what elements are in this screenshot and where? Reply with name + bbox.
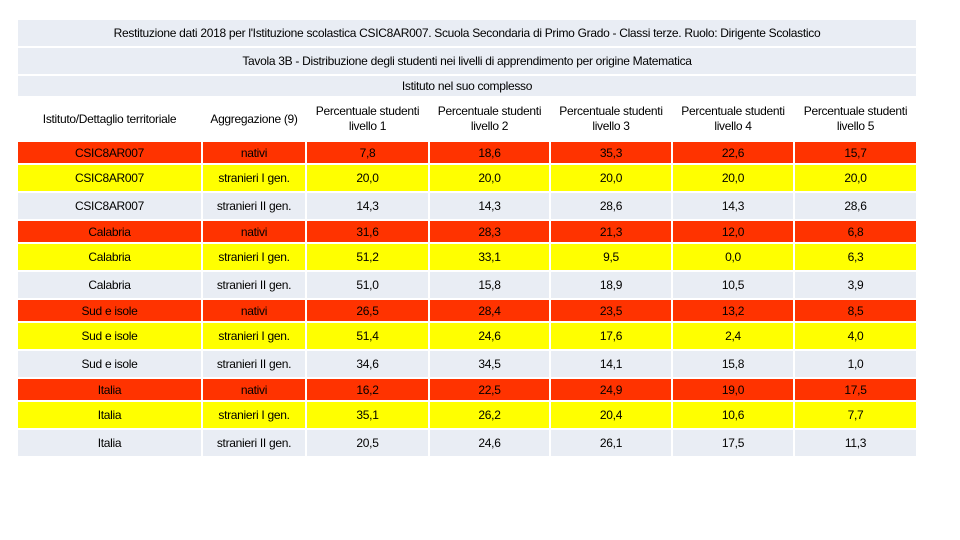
table-cell: 6,8 [795, 221, 916, 242]
table-cell: Italia [18, 379, 201, 400]
table-cell: CSIC8AR007 [18, 142, 201, 163]
table-cell: CSIC8AR007 [18, 193, 201, 219]
table-cell: 34,5 [430, 351, 549, 377]
table-cell: nativi [203, 300, 305, 321]
column-header: Percentuale studenti livello 1 [315, 104, 420, 133]
column-header: Percentuale studenti livello 5 [803, 104, 908, 133]
column-header: Percentuale studenti livello 3 [559, 104, 663, 133]
table-cell: 3,9 [795, 272, 916, 298]
table-cell: 20,5 [307, 430, 428, 456]
table-cell: stranieri I gen. [203, 165, 305, 191]
table-cell: 35,3 [551, 142, 671, 163]
table-row [18, 323, 916, 349]
table-cell: 23,5 [551, 300, 671, 321]
table-body [18, 142, 916, 456]
table-cell: 21,3 [551, 221, 671, 242]
table-cell: Calabria [18, 244, 201, 270]
table-cell: Italia [18, 402, 201, 428]
table-cell: 51,0 [307, 272, 428, 298]
table-cell: 34,6 [307, 351, 428, 377]
table-cell: 22,6 [673, 142, 793, 163]
table-cell: Sud e isole [18, 323, 201, 349]
table-cell: 20,0 [673, 165, 793, 191]
table-cell: stranieri I gen. [203, 402, 305, 428]
table-cell: 20,0 [795, 165, 916, 191]
table-cell: nativi [203, 221, 305, 242]
table-cell: 15,8 [673, 351, 793, 377]
table-cell: stranieri II gen. [203, 193, 305, 219]
table-row [18, 300, 916, 321]
table-cell: 14,3 [430, 193, 549, 219]
column-header: Istituto/Dettaglio territoriale [42, 111, 177, 126]
table-row [18, 165, 916, 191]
table-cell: 51,4 [307, 323, 428, 349]
table-cell: 1,0 [795, 351, 916, 377]
table-cell: 19,0 [673, 379, 793, 400]
table-cell: 26,5 [307, 300, 428, 321]
table-cell: 7,7 [795, 402, 916, 428]
table-cell: stranieri II gen. [203, 272, 305, 298]
table-cell: 12,0 [673, 221, 793, 242]
column-header: Percentuale studenti livello 2 [437, 104, 542, 133]
table-cell: 24,6 [430, 430, 549, 456]
header-row [18, 98, 916, 140]
table-cell: Italia [18, 430, 201, 456]
table-row [18, 272, 916, 298]
table-cell: 15,7 [795, 142, 916, 163]
table-cell: 17,5 [795, 379, 916, 400]
table-cell: 33,1 [430, 244, 549, 270]
table-row [18, 193, 916, 219]
table-cell: CSIC8AR007 [18, 165, 201, 191]
table-cell: 28,4 [430, 300, 549, 321]
table-cell: 31,6 [307, 221, 428, 242]
table-cell: Sud e isole [18, 351, 201, 377]
table-cell: stranieri I gen. [203, 244, 305, 270]
table-cell: 11,3 [795, 430, 916, 456]
table-cell: 17,5 [673, 430, 793, 456]
table-cell: 8,5 [795, 300, 916, 321]
table-cell: stranieri II gen. [203, 430, 305, 456]
table-cell: nativi [203, 379, 305, 400]
table-cell: 15,8 [430, 272, 549, 298]
table-cell: 17,6 [551, 323, 671, 349]
table-cell: 0,0 [673, 244, 793, 270]
table-cell: 28,6 [795, 193, 916, 219]
table-cell: 28,3 [430, 221, 549, 242]
table-cell: 26,1 [551, 430, 671, 456]
table-cell: Calabria [18, 221, 201, 242]
table-cell: 20,0 [551, 165, 671, 191]
table-cell: 14,1 [551, 351, 671, 377]
table-cell: 51,2 [307, 244, 428, 270]
table-row [18, 244, 916, 270]
table-cell: 4,0 [795, 323, 916, 349]
table-cell: 35,1 [307, 402, 428, 428]
table-scope: Istituto nel suo complesso [18, 76, 916, 96]
table-cell: 14,3 [307, 193, 428, 219]
column-header: Aggregazione (9) [210, 111, 298, 126]
table-cell: Calabria [18, 272, 201, 298]
table-row [18, 379, 916, 400]
table-row [18, 402, 916, 428]
table-row [18, 142, 916, 163]
table-row [18, 430, 916, 456]
table-cell: 24,9 [551, 379, 671, 400]
table-cell: 20,0 [430, 165, 549, 191]
table-cell: 13,2 [673, 300, 793, 321]
table-cell: 9,5 [551, 244, 671, 270]
table-cell: 14,3 [673, 193, 793, 219]
table-cell: 18,6 [430, 142, 549, 163]
table-cell: 24,6 [430, 323, 549, 349]
table-cell: 2,4 [673, 323, 793, 349]
table-cell: 28,6 [551, 193, 671, 219]
table-cell: 20,0 [307, 165, 428, 191]
table-cell: stranieri II gen. [203, 351, 305, 377]
table-cell: 18,9 [551, 272, 671, 298]
table-cell: 16,2 [307, 379, 428, 400]
table-cell: 7,8 [307, 142, 428, 163]
table-cell: 22,5 [430, 379, 549, 400]
table-cell: 6,3 [795, 244, 916, 270]
table-subtitle: Tavola 3B - Distribuzione degli studenti nei livelli di apprendimento per origine Matematica [18, 48, 916, 74]
table-cell: stranieri I gen. [203, 323, 305, 349]
table-cell: 10,6 [673, 402, 793, 428]
table-cell: nativi [203, 142, 305, 163]
column-header: Percentuale studenti livello 4 [681, 104, 785, 133]
table-row [18, 221, 916, 242]
table-cell: 26,2 [430, 402, 549, 428]
table-cell: 20,4 [551, 402, 671, 428]
results-table [18, 20, 916, 458]
table-cell: Sud e isole [18, 300, 201, 321]
table-row [18, 351, 916, 377]
table-cell: 10,5 [673, 272, 793, 298]
table-title: Restituzione dati 2018 per l'Istituzione scolastica CSIC8AR007. Scuola Secondaria di Primo Grado - Classi terze. Ruolo: Dirigente Scolastico [18, 20, 916, 46]
